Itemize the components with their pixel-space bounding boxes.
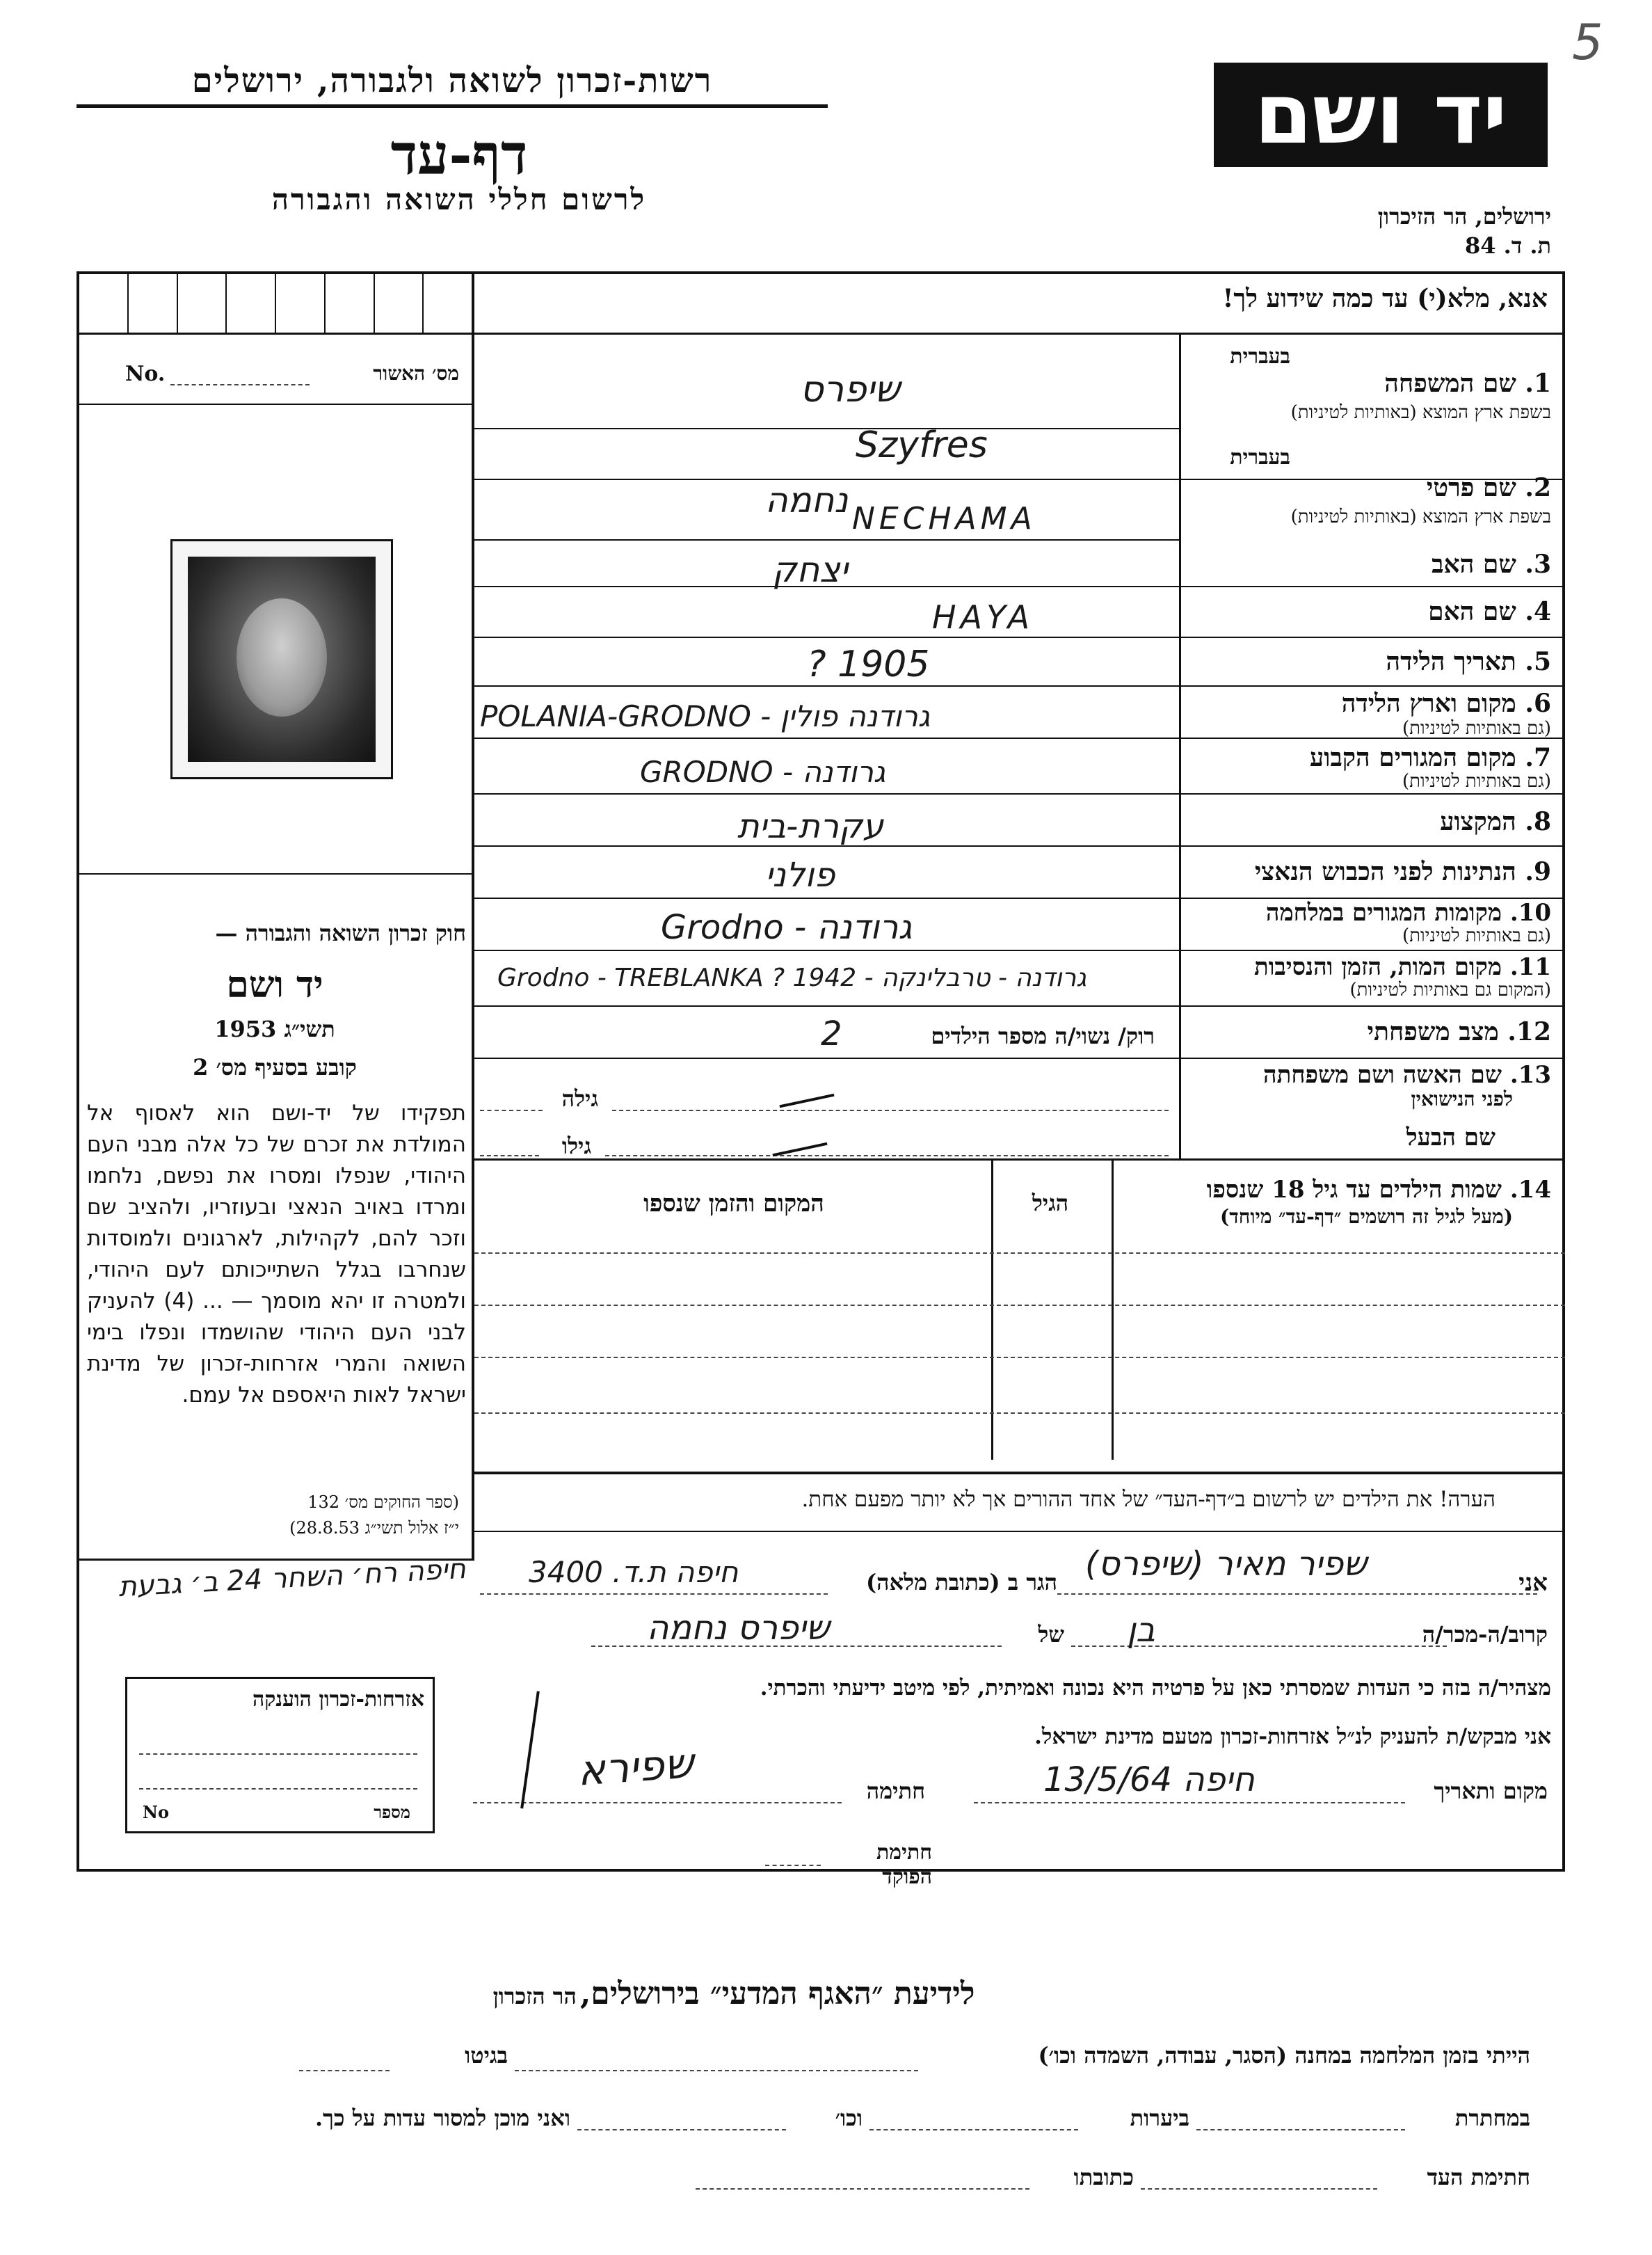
field-7-value: GRODNO - גרודנה (640, 755, 886, 789)
of-label: של (1038, 1621, 1064, 1648)
citizenship-line (139, 1788, 417, 1790)
law-clause: קובע בסעיף מס׳ 2 (193, 1054, 357, 1081)
field-8-value: עקרת-בית (737, 807, 884, 846)
relative-label: קרוב/ה-מכר/ה (1422, 1621, 1548, 1648)
field-13-age-female: גילה (561, 1085, 598, 1112)
remark-text: הערה! את הילדים יש לרשום ב״דף-העד״ של אחד ההורים אך לא יותר מפעם אחת. (801, 1487, 1495, 1512)
row-rule (474, 637, 1565, 638)
form-title: דף-עד (390, 122, 528, 187)
victim-photo (170, 539, 393, 779)
citizenship-title: אזרחות-זכרון הוענקה (252, 1687, 424, 1712)
law-name: יד ושם (226, 964, 323, 1006)
top-strip-rule (77, 333, 1565, 335)
bottom-line3-fill-2 (696, 2188, 1029, 2190)
field-13-age-male: גילו (561, 1133, 591, 1159)
children-col-age: הגיל (1032, 1190, 1069, 1216)
field-12-options: רוק/ נשוי/ה מספר הילדים (931, 1023, 1155, 1049)
bottom-line3-b: כתובתו (1073, 2164, 1134, 2190)
field-4-label: 4. שם האם (1428, 597, 1551, 626)
signature-label: חתימה (866, 1778, 925, 1804)
row-rule (474, 1058, 1565, 1059)
husband-name-line (605, 1155, 1169, 1156)
field-5-value: ? 1905 (807, 644, 930, 685)
field-1-value-latin: Szyfres (856, 424, 988, 466)
age-female-line (480, 1110, 543, 1111)
row-rule (474, 950, 1565, 951)
citizenship-line (139, 1753, 417, 1755)
field-10-value: Grodno - גרודנה (661, 908, 913, 947)
left-column-divider (472, 271, 474, 1559)
field-3-label: 3. שם האב (1432, 550, 1551, 579)
row-rule (474, 586, 1565, 587)
field-2-value-he: נחמה (765, 480, 849, 520)
field-13-note: לפני הנישואין (1411, 1087, 1513, 1110)
bottom-line1-fill-2 (299, 2070, 390, 2071)
place-date-line (974, 1802, 1405, 1803)
children-note: (מעל לגיל זה רושמים ״דף-עד״ מיוחד) (1220, 1205, 1513, 1228)
wife-name-line (612, 1110, 1169, 1111)
row-rule (474, 845, 1565, 847)
field-2-value-latin: NECHAMA (852, 501, 1036, 536)
field-13-husband: שם הבעל (1406, 1124, 1495, 1152)
field-1-value-he: שיפרס (800, 369, 901, 411)
age-male-line (480, 1155, 539, 1156)
field-10-label: 10. מקומות המגורים במלחמה (1265, 899, 1551, 927)
row-rule (474, 479, 1565, 480)
registration-no-label: No. (125, 362, 166, 386)
declaration-resides: הגר ב (כתובת מלאה) (866, 1569, 1057, 1595)
bottom-title-suffix: הר הזכרון (492, 1983, 577, 2009)
yad-vashem-logo: יד ושם (1214, 63, 1548, 167)
row-rule (474, 793, 1565, 795)
field-7-label: 7. מקום המגורים הקבוע (1309, 743, 1551, 772)
field-4-value: HAYA (932, 598, 1034, 636)
registration-he-label: מס׳ האשור (373, 362, 459, 385)
margin-note: חיפה רח׳ השחר 24 ב׳ גבעת (118, 1552, 467, 1604)
registration-rule (79, 404, 472, 405)
field-11-note: (המקום גם באותיות לטיניות) (1349, 980, 1551, 1001)
field-2-note: בשפת ארץ המוצא (באותיות לטיניות) (1290, 507, 1551, 527)
law-title: חוק זכרון השואה והגבורה — (215, 920, 466, 946)
children-row-line (474, 1412, 1565, 1414)
authority-title: רשות-זכרון לשואה ולגבורה, ירושלים (191, 61, 713, 100)
children-col-divider (991, 1161, 993, 1460)
bottom-line2-fill (1196, 2129, 1405, 2130)
law-text: תפקידו של יד-ושם הוא לאסוף אל המולדת את זכרם של כל אלה מבני העם היהודי, שנפלו ומסרו את נפשם, נלחמו ומרדו באויב הנאצי ובעוזריו, ולהציב שם וזכר להם, לקהילות, לארגונים ולמוסדות שנחרבו בגלל השתייכותם לעם היהודי, ולמטרה זו יהא מוסמך — ... (4) להעניק לבני העם היהודי שהושמדו ונפלו בימי השואה והמרי אזרחות-זכרון של מדינת ישראל לאות היאספם אל עמם. (87, 1101, 466, 1408)
row-rule (474, 539, 1179, 541)
field-12-children-count: 2 (821, 1014, 842, 1053)
bottom-heading (278, 1976, 1189, 2011)
address-line (480, 1593, 828, 1595)
field-11-value: Grodno - TREBLANKA ? 1942 - גרודנה - טרבלינקה (497, 964, 1086, 992)
field-6-value: POLANIA-GRODNO - גרודנה פולין (480, 699, 931, 733)
statement-1: מצהיר/ה בזה כי העדות שמסרתי כאן על פרטיה היא נכונה ואמיתית, לפי מיטב ידיעתי והכרתי. (760, 1675, 1551, 1700)
field-12-label: 12. מצב משפחתי (1367, 1017, 1551, 1046)
address-line-2: ת. ד. 84 (1465, 232, 1551, 259)
law-date: י״ז אלול תשי״ג 28.8.53) (289, 1518, 459, 1538)
registration-no-line (170, 384, 310, 385)
field-6-label: 6. מקום וארץ הלידה (1341, 689, 1551, 718)
corner-mark: 5 (1572, 14, 1603, 71)
field-2-hebrew-tag: בעברית (1230, 445, 1290, 470)
field-11-label: 11. מקום המות, הזמן והנסיבות (1253, 953, 1551, 981)
signature-value: שפירא (575, 1739, 696, 1796)
field-9-label: 9. הנתינות לפני הכבוש הנאצי (1254, 857, 1551, 886)
bottom-line1-fill (515, 2070, 918, 2071)
bottom-title: לידיעת ״האגף המדעי״ בירושלים, (579, 1976, 975, 2011)
citizenship-no: No (143, 1802, 169, 1822)
field-7-note: (גם באותיות לטיניות) (1402, 771, 1551, 792)
field-13-label: 13. שם האשה ושם משפחתה (1263, 1061, 1551, 1089)
children-row-line (474, 1252, 1565, 1254)
bottom-line2-b: ביערות (1130, 2105, 1189, 2131)
field-1-note: בשפת ארץ המוצא (באותיות לטיניות) (1290, 402, 1551, 423)
field-3-value: יצחק (772, 550, 848, 590)
relative-value: בן (1127, 1611, 1155, 1650)
bottom-line2-a: במחתרת (1454, 2105, 1530, 2131)
header-rule (77, 104, 828, 108)
row-rule (474, 685, 1565, 687)
declarant-name: שפיר מאיר (שיפרס) (1085, 1545, 1368, 1584)
children-col-divider (1112, 1161, 1114, 1460)
instructions-text: אנא, מלא(י) עד כמה שידוע לך! (1222, 284, 1548, 313)
top-grid-cells (79, 274, 472, 333)
row-rule (474, 1005, 1565, 1007)
declarant-name-line (1057, 1593, 1537, 1595)
address-line-1: ירושלים, הר הזיכרון (1377, 203, 1551, 230)
children-col-place: המקום והזמן שנספו (643, 1190, 824, 1218)
place-date-value: חיפה 13/5/64 (1043, 1760, 1255, 1799)
place-date-label: מקום ותאריך (1434, 1778, 1548, 1804)
bottom-line1-b: בגיטו (465, 2042, 508, 2069)
bottom-line3-fill (1141, 2188, 1377, 2190)
label-column-divider (1179, 334, 1181, 1158)
children-row-line (474, 1305, 1565, 1306)
children-bottom-rule (474, 1472, 1565, 1474)
form-subtitle: לרשום חללי השואה והגבורה (271, 182, 647, 216)
bottom-line2-fill-3 (577, 2129, 786, 2130)
field-6-note: (גם באותיות לטיניות) (1402, 718, 1551, 739)
row-rule (474, 1158, 1565, 1161)
bottom-line1-a: הייתי בזמן המלחמה במחנה (הסגר, עבודה, השמדה וכו׳) (1038, 2042, 1530, 2069)
children-row-line (474, 1357, 1565, 1358)
of-value: שיפרס נחמה (647, 1609, 830, 1648)
field-2-label: 2. שם פרטי (1426, 473, 1551, 502)
children-title: 14. שמות הילדים עד גיל 18 שנספו (1206, 1176, 1551, 1204)
field-5-label: 5. תאריך הלידה (1386, 647, 1551, 676)
field-9-value: פולני (765, 856, 835, 895)
field-1-hebrew-tag: בעברית (1230, 344, 1290, 369)
field-1-label: 1. שם המשפחה (1384, 369, 1551, 398)
bottom-line2-c: וכו׳ (835, 2105, 863, 2131)
row-rule (474, 428, 1179, 429)
photo-area-rule (79, 873, 472, 875)
officer-label: חתימת הפוקד (876, 1840, 932, 1889)
field-10-note: (גם באותיות לטיניות) (1402, 925, 1551, 946)
officer-line (765, 1865, 821, 1866)
law-year: תשי״ג 1953 (214, 1016, 335, 1042)
signature-line (473, 1802, 842, 1803)
remark-rule (474, 1531, 1565, 1532)
statement-2: אני מבקש/ת להעניק לנ״ל אזרחות-זכרון מטעם מדינת ישראל. (1034, 1724, 1551, 1749)
field-8-label: 8. המקצוע (1440, 807, 1551, 836)
citizenship-number-label: מספר (374, 1802, 410, 1822)
declaration-ani: אני (1518, 1569, 1548, 1597)
law-source: (ספר החוקים מס׳ 132 (307, 1492, 459, 1512)
bottom-line2-fill-2 (869, 2129, 1078, 2130)
bottom-line2-d: ואני מוכן למסור עדות על כך. (314, 2105, 570, 2131)
row-rule (474, 738, 1565, 739)
declarant-address: חיפה ת.ד. 3400 (529, 1555, 739, 1589)
bottom-line3-a: חתימת העד (1427, 2164, 1530, 2190)
